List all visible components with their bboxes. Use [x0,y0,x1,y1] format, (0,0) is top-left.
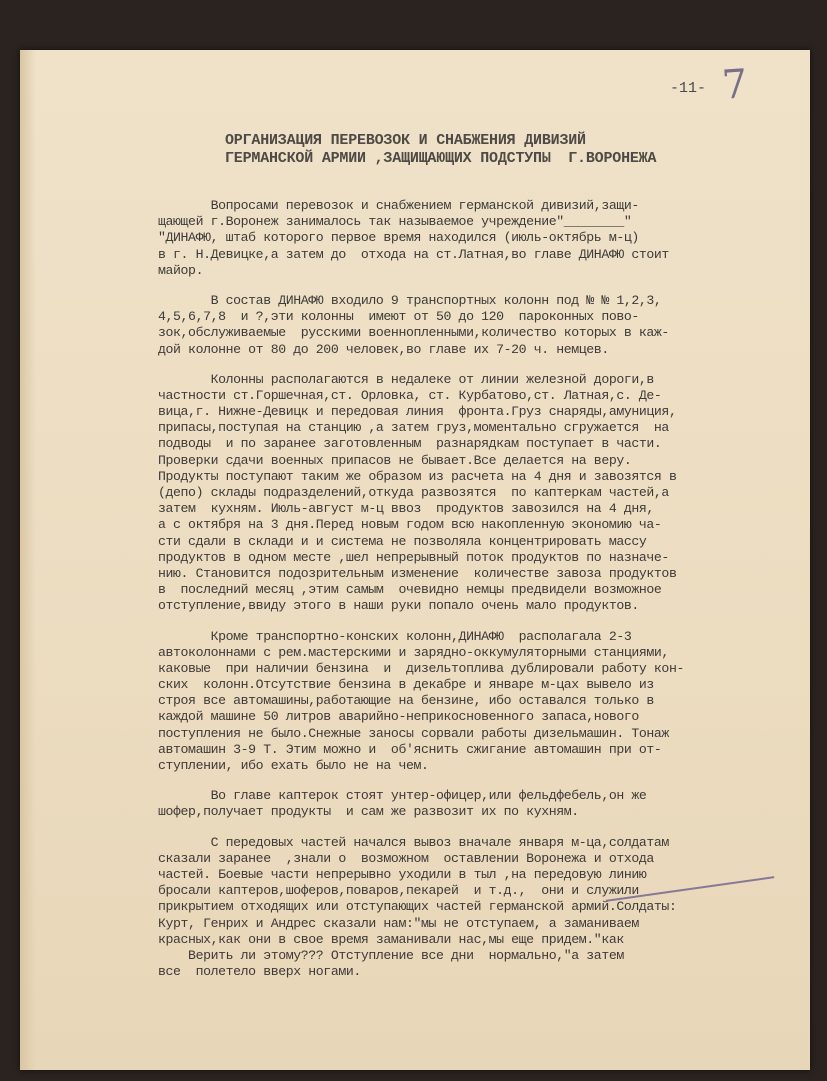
text-line: прикрытием отходящих или отступающих частей германской армий.Солдаты: [158,899,677,915]
paper-edge [20,50,36,1070]
text-line: каждой машине 50 литров аварийно-неприкосновенного запаса,нового [158,709,639,725]
text-line: Кроме транспортно-конских колонн,ДИНАФЮ располагала 2-3 [158,628,632,644]
text-line: припасы,поступая на станцию ,а затем груз,моментально сгружается на [158,420,669,436]
paragraph [158,788,798,820]
text-line: 4,5,6,7,8 и ?,эти колонны имеют от 50 до 120 пароконных пово- [158,309,639,325]
text-line: затем кухням. Июль-август м-ц ввоз продуктов завозился на 4 дня, [158,501,654,517]
paragraph-gap [158,821,798,835]
text-line: Верить ли этому??? Отступление все дни нормально,"а затем [158,947,624,963]
text-line: Проверки сдачи военных припасов не бывает.Все делается на веру. [158,452,632,468]
title-line-1: ОРГАНИЗАЦИЯ ПЕРЕВОЗОК И СНАБЖЕНИЯ ДИВИЗИЙ [225,132,586,149]
text-line: вица,г. Нижне-Девицк и передовая линия фронта.Груз снаряды,амуниция, [158,404,677,420]
text-line: сти сдали в склади и и система не позволяла концентрировать массу [158,533,647,549]
text-line: все полетело вверх ногами. [158,964,361,980]
text-line: ских колонн.Отсутствие бензина в декабре и январе м-цах вывело из [158,677,654,693]
document-sheet [20,50,810,1070]
text-line: Колонны располагаются в недалеке от линии железной дороги,в [158,371,654,387]
paragraph [158,372,798,615]
paragraph-gap [158,358,798,372]
text-line: каковые при наличии бензина и дизельтоплива дублировали работу кон- [158,660,684,676]
title-line-2: ГЕРМАНСКОЙ АРМИИ ,ЗАЩИЩАЮЩИХ ПОДСТУПЫ Г.ВОРОНЕЖА [225,150,657,167]
document-body [158,198,798,980]
paragraph [158,293,798,358]
handwritten-folio-mark: 7 [720,61,750,109]
paragraph [158,198,798,279]
text-line: щающей г.Воронеж занималось так называемое учреждение"________" [158,214,632,230]
paragraph-gap [158,615,798,629]
text-line: дой колонне от 80 до 200 человек,во главе их 7-20 ч. немцев. [158,341,609,357]
text-line: Продукты поступают таким же образом из расчета на 4 дня и завозятся в [158,468,677,484]
text-line: ступлении, ибо ехать было не на чем. [158,758,429,773]
paragraph-gap [158,774,798,788]
paragraph [158,629,798,775]
text-line: а с октября на 3 дня.Перед новым годом всю накопленную экономию ча- [158,517,662,533]
text-line: поступления не было.Снежные заносы сорвали работы дизельмашин. Тонаж [158,725,669,741]
text-line: зок,обслуживаемые русскими военнопленными,количество которых в каж- [158,325,669,341]
text-line: Во главе каптерок стоят унтер-офицер,или фельдфебель,он же [158,788,647,804]
document-title [225,132,695,168]
text-line: сказали заранее ,знали о возможном оставлении Воронежа и отхода [158,850,654,866]
text-line: автоколоннами с рем.мастерскими и зарядно-оккумуляторными станциями, [158,644,669,660]
text-line: Курт, Генрих и Андрес сказали нам:"мы не отступаем, а заманиваем [158,915,639,931]
text-line: в последний месяц ,этим самым очевидно немцы предвидели возможное [158,582,662,598]
text-line: продуктов в одном месте ,шел непрерывный поток продуктов по назначе- [158,549,669,565]
text-line: строя все автомашины,работающие на бензине, ибо оставался только в [158,693,654,709]
text-line: В состав ДИНАФЮ входило 9 транспортных колонн под № № 1,2,3, [158,292,662,308]
text-line: шофер,получает продукты и сам же развозит их по кухням. [158,804,579,820]
text-line: (депо) склады подразделений,откуда развозятся по каптеркам частей,а [158,485,669,500]
text-line: в г. Н.Девицке,а затем до отхода на ст.Латная,во главе ДИНАФЮ стоит [158,246,669,262]
paragraph [158,835,798,981]
text-line: автомашин 3-9 Т. Этим можно и об'яснить сжигание автомашин при от- [158,741,662,757]
text-line: С передовых частей начался вывоз вначале января м-ца,солдатам [158,834,669,850]
text-line: красных,как они в свое время заманивали нас,мы еще придем."как [158,931,624,947]
paragraph-gap [158,279,798,293]
text-line: бросали каптеров,шоферов,поваров,пекарей и т.д., они и служили [158,883,639,899]
text-line: частей. Боевые части непрерывно уходили в тыл ,на передовую линию [158,866,647,882]
text-line: Вопросами перевозок и снабжением германской дивизий,защи- [158,198,639,213]
page-number: -11- [670,80,707,97]
text-line: подводы и по заранее заготовленным разнарядкам поступает в части. [158,436,662,452]
text-line: частности ст.Горшечная,ст. Орловка, ст. Курбатово,ст. Латная,с. Де- [158,387,662,403]
text-line: "ДИНАФЮ, штаб которого первое время находился (июль-октябрь м-ц) [158,230,639,246]
text-line: нию. Становится подозрительным изменение количестве завоза продуктов [158,565,677,581]
text-line: майор. [158,262,204,278]
text-line: отступление,ввиду этого в наши руки попало очень мало продуктов. [158,598,639,614]
